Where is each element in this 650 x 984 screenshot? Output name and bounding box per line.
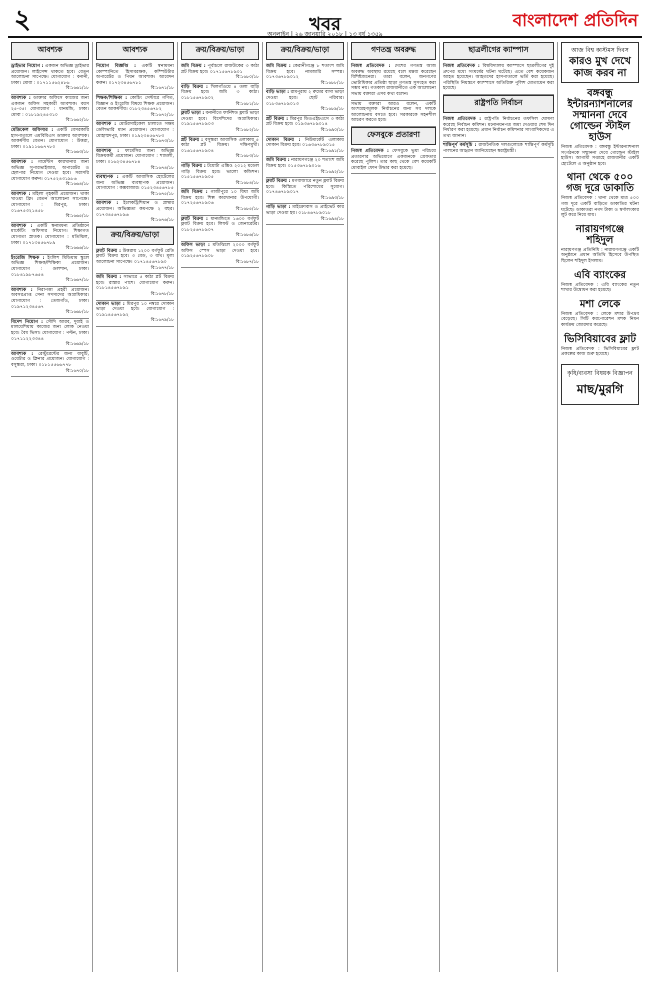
ad-lead: নিজস্ব প্রতিবেদক : xyxy=(443,116,482,122)
classified-ad xyxy=(96,174,174,200)
ad-lead: ফ্ল্যাট বিক্রয় : xyxy=(181,216,208,222)
ad-code: বি:১৬৮৬/১৮ xyxy=(235,233,259,239)
column-4 xyxy=(263,42,348,972)
ad-text: একটি আবাসিক হোটেলের জন্য অভিজ্ঞ ব্যবস্থাপক প্রয়োজন। যোগাযোগ : কক্সবাজার। ০১৫২৩৪৫৬৭৮৫ xyxy=(96,175,175,192)
ad-lead: আবশ্যক : xyxy=(11,191,31,197)
column-subheading: রাষ্ট্রপতি নির্বাচন xyxy=(443,95,554,113)
ad-text: মিরপুর ডিওএইচএসে ৩ কাঠা প্লট বিক্রয় হবে। ০১৯৩৬৭৮৯০১৪ xyxy=(266,116,345,128)
classified-ad xyxy=(181,216,259,242)
column-heading: ক্রয়/বিক্রয়/ভাড়া xyxy=(181,42,259,60)
ad-lead: জমি বিক্রয় : xyxy=(181,190,208,196)
classified-ad xyxy=(266,178,344,204)
column-3 xyxy=(178,42,263,972)
ad-lead: আবশ্যক : xyxy=(11,287,33,293)
ad-code: বি:১৬৯৩/১৮ xyxy=(320,195,344,201)
ad-text: ধানমন্ডিতে ১৬০০ বর্গফুট ফ্ল্যাট বিক্রয় হবে। লিফট ও জেনারেটর। ০১৮২৫৬৭৮৯০৭ xyxy=(181,216,259,233)
column-heading: গণতন্ত্র অবরুদ্ধ xyxy=(351,42,436,60)
ad-box-title: মাছ/মুরগি xyxy=(576,381,624,396)
ad-code: বি:১৬৮০/১৮ xyxy=(235,75,259,81)
classified-ad xyxy=(11,63,89,95)
ad-lead: আবশ্যক : xyxy=(11,351,34,357)
classified-ad xyxy=(11,287,89,319)
classified-ad xyxy=(266,116,344,137)
column-heading: ছাত্রলীগের ক্যাম্পাস xyxy=(443,42,554,60)
columns xyxy=(8,42,642,972)
classified-ad xyxy=(96,121,174,147)
ad-code: বি:১৬৮৭/১৮ xyxy=(235,259,259,265)
classified-ad xyxy=(11,159,89,191)
ad-lead: জমি বিক্রয় : xyxy=(266,158,290,164)
classified-ad xyxy=(11,127,89,159)
ad-lead: আবশ্যক : xyxy=(11,223,33,229)
classified-ad xyxy=(96,301,174,327)
classified-ad xyxy=(181,189,259,215)
ad-code: বি:১৬৬৮/১৮ xyxy=(65,310,89,316)
ad-text: নারায়ণগঞ্জে ২০ শতাংশ জমি বিক্রয় হবে। ০১৫৩৬৭৮৯০১৬ xyxy=(266,158,344,169)
classified-ad xyxy=(11,95,89,127)
ad-lead: আবশ্যক : xyxy=(11,95,31,101)
classified-ad xyxy=(266,157,344,178)
ad-lead: প্লট বিক্রয় : xyxy=(181,137,203,143)
classified-ad xyxy=(443,116,554,142)
ad-lead: নিয়োগ বিজ্ঞপ্তি : xyxy=(96,64,136,69)
column-heading: আবশ্যক xyxy=(11,42,89,60)
promo-headline: কারও মুখ দেখে কাজ করব না xyxy=(569,56,631,79)
ad-lead: মেডিকেল অফিসার : xyxy=(11,127,54,133)
ad-text: মোটরসাইকেল চালাতে সক্ষম ডেলিভারি ম্যান প্রয়োজন। যোগাযোগ : মোহাম্মদপুর, ঢাকা। ০১৯২৩৪৫৬৭৮৩ xyxy=(96,122,174,139)
ad-code: বি:১৬৭০/১৮ xyxy=(65,368,89,374)
page-number: ২ xyxy=(14,5,31,35)
classified-ad xyxy=(181,63,259,84)
ad-code: বি:১৬৭৫/১৮ xyxy=(150,191,174,197)
ad-text: রাষ্ট্রপতি নির্বাচনের তফসিল ঘোষণা করেছে নির্বাচন কমিশন। মনোনয়নপত্র জমা দেওয়ার শেষ দিন নির্ধারণ করা হয়েছে। প্রধান নির্বাচন কমিশনার সাংবাদিকদের এ তথ্য জানান। xyxy=(443,116,554,139)
classified-ad xyxy=(11,255,89,287)
dateline: অনলাইন | ২৬ জানুয়ারি ২০১৮ | ১৩ বর্ষ ১৩৫৯ xyxy=(267,31,383,38)
ad-text: বসুন্ধরা আবাসিক এলাকায় ৫ কাঠা প্লট বিক্রয়। দক্ষিণমুখী। ০১৬১৫৬৭৮৯০৪ xyxy=(181,137,259,154)
ad-text: মিরপুর ১০ নম্বরে দোকান ভাড়া দেওয়া হবে। যোগাযোগ : ০১৯১৪৫৬৭৮৯২ xyxy=(96,301,174,318)
ad-text: মহিলা গৃহকর্মী প্রয়োজন। থাকা খাওয়া ফ্রি। বেতন আলোচনা সাপেক্ষে। যোগাযোগ : মিরপুর, ঢাকা। ০১৬৭৫৩২১৪৫৮ xyxy=(11,191,89,214)
ad-code: বি:১৬৬৩/১৮ xyxy=(65,150,89,156)
classified-ad xyxy=(11,319,89,351)
ad-code: বি:১৬৯২/১৮ xyxy=(320,169,344,175)
ad-code: বি:১৬৮১/১৮ xyxy=(235,101,259,107)
column-subheading: ফেসবুকে প্রতারণা xyxy=(351,127,436,145)
ad-text: রামপুরায় ২ রুমের বাসা ভাড়া দেওয়া হবে। ছোট পরিবার। ০১৮৩৬৭৮৯০১৩ xyxy=(266,90,344,107)
ad-text: সৌদি আরব, দুবাই ও মালয়েশিয়ায় কাজের জন্য লোক নেওয়া হবে। বৈধ ভিসা। যোগাযোগ : পল্টন, ঢাকা। ০১৭১১২২৩৩৪৪ xyxy=(11,319,89,342)
classified-ad xyxy=(96,63,174,95)
ad-text: ডাক্তার অফিসে কাজের জন্য একজন অফিস সহকারী আবশ্যক। বয়স ২৫-৩৫। যোগাযোগ : ধানমন্ডি, ঢাকা। মোবা : ০১৮১৯২৪৫৩১০ xyxy=(11,95,89,118)
ad-code: বি:১৬৭৩/১৮ xyxy=(150,139,174,145)
ad-lead: জমি বিক্রয় : xyxy=(181,64,206,69)
column-6 xyxy=(440,42,558,972)
ad-text: মগবাজারে নতুন ফ্ল্যাট বিক্রয় হবে। কিস্তিতে পরিশোধের সুযোগ। ০১৭৪৬৭৮৯০১৭ xyxy=(266,179,344,196)
classified-ad xyxy=(181,110,259,136)
column-1 xyxy=(8,42,93,972)
ad-code: বি:১৬৬৬/১৮ xyxy=(65,246,89,252)
ad-code: বি:১৬৭৭/১৮ xyxy=(150,265,174,271)
ad-code: বি:১৬৮২/১৮ xyxy=(235,127,259,133)
ad-lead: ফ্ল্যাট বিক্রয় : xyxy=(266,179,291,185)
ad-code: বি:১৬৭৪/১৮ xyxy=(150,165,174,171)
ad-lead: ফ্ল্যাট বিক্রয় : xyxy=(96,248,121,254)
ad-text: দেশের গণতন্ত্র আজ অবরুদ্ধ অবস্থায় রয়েছে বলে মন্তব্য করেছেন বিশিষ্টজনেরা। তারা বলেন, জনগণের ভোটাধিকার প্রতিষ্ঠা ছাড়া গণতন্ত্র সুসংহত করা সম্ভব নয়। গতকাল রাজধানীতে এক আলোচনা সভায় বক্তারা এসব কথা বলেন। xyxy=(351,64,436,97)
ad-code: বি:১৬৬৭/১৮ xyxy=(65,278,89,284)
ad-text: একটি স্বনামধন্য প্রতিষ্ঠানে মার্কেটিং অফিসার নিয়োগ। শিক্ষাগত যোগ্যতা স্নাতক। যোগাযোগ : মতিঝিল, ঢাকা। ০১৭১৩৪৫৬৭৮৯ xyxy=(11,223,89,246)
ad-text: খিলগাঁওয়ে ৪ তলা বাড়ি বিক্রয় হবে। জমি ৩ কাঠা। ০১৮১৫৬৭৮৯০২ xyxy=(181,84,260,101)
classified-ad xyxy=(443,142,554,157)
ad-text: পূর্বাচলে রাজউকের ৩ কাঠা প্লট বিক্রয় হবে। ০১৭১৫৬৭৮৯০১ xyxy=(181,64,259,75)
ad-text: নিরাপত্তা প্রহরী প্রয়োজন। অবসরপ্রাপ্ত সেনা সদস্যদের অগ্রাধিকার। যোগাযোগ : তেজগাঁও, ঢাকা। ০১৯৭১২৩৪৫৬৭ xyxy=(11,287,89,310)
ad-code: বি:১৬৭২/১৮ xyxy=(150,112,174,118)
ad-code: বি:১৬৭৬/১৮ xyxy=(150,218,174,224)
ad-text: ইলেকট্রিশিয়ান ও প্লাম্বার প্রয়োজন। অভিজ্ঞতা কমপক্ষে ২ বছর। ০১৭৩৪৫৬৭৮৯৬ xyxy=(96,201,174,218)
classified-ad xyxy=(351,101,436,127)
classified-ad xyxy=(266,89,344,115)
classified-ad xyxy=(443,63,554,95)
classified-ad xyxy=(96,274,174,300)
ad-code: বি:১৬৭৮/১৮ xyxy=(150,292,174,297)
story-title: বঙ্গবন্ধু ইন্টারন্যাশনালের সম্মাননা দেবে গোল্ডেন স্টাইল হাউস xyxy=(567,88,633,143)
ad-code: বি:১৬৬৯/১৮ xyxy=(65,342,89,348)
ad-text: একজন অভিজ্ঞ ড্রাইভার প্রয়োজন। লাইসেন্স থাকতে হবে। বেতন আলোচনা সাপেক্ষে। যোগাযোগ : বনানী, ঢাকা। মোবা : ০১৭১১৫৬২৪৮৬ xyxy=(11,64,90,86)
column-5 xyxy=(348,42,440,972)
story-title: নারায়ণগঞ্জে শহিদুল xyxy=(575,223,625,246)
ad-text: মাইক্রোবাস ও প্রাইভেট কার ভাড়া দেওয়া হয়। ০১৮৪৬৭৮৯০১৮ xyxy=(266,205,344,217)
classified-ad xyxy=(181,137,259,163)
classified-ad xyxy=(266,137,344,158)
ad-lead: গাড়ি বিক্রয় : xyxy=(181,163,206,169)
classified-ad xyxy=(181,163,259,189)
classified-ad xyxy=(96,95,174,121)
ad-code: বি:১৬৭৯/১৮ xyxy=(150,318,174,324)
ad-text: ফেসবুকে ভুয়া পরিচয়ে প্রতারণার অভিযোগে একজনকে গ্রেফতার করেছে পুলিশ। তার কাছ থেকে বেশ কয়েকটি মোবাইল ফোন উদ্ধার করা হয়েছে। xyxy=(351,148,436,171)
brand-logo: বাংলাদেশ প্রতিদিন xyxy=(512,11,638,31)
ad-text: সাভারে ৫ কাঠা প্লট বিক্রয় হবে। রাস্তার পাশে। যোগাযোগ করুন। ০১৮১৪৫৬৭৮৯১ xyxy=(96,275,174,292)
ad-text: বনানীতে ফার্নিশড ফ্ল্যাট ভাড়া দেওয়া হবে। বিদেশিদের অগ্রাধিকার। ০১৯১৫৬৭৮৯০৩ xyxy=(181,111,260,128)
story-body: নিজস্ব প্রতিবেদক : ভিসিবিয়াবের ফ্লাট প্রকল্পের কাজ শুরু হয়েছে। xyxy=(561,346,639,358)
ad-lead: নিজস্ব প্রতিবেদক : xyxy=(443,64,480,69)
story-title: ভিসিবিয়াবের ফ্লাট xyxy=(564,333,636,345)
column-subheading: ক্রয়/বিক্রয়/ভাড়া xyxy=(96,227,174,245)
ad-lead: জমি বিক্রয় : xyxy=(96,275,122,281)
ad-box xyxy=(561,364,639,405)
ad-lead: অফিস ভাড়া : xyxy=(181,243,210,249)
ad-lead: আবশ্যক : xyxy=(96,201,119,207)
right-news-column xyxy=(558,42,642,972)
story-body: নিজস্ব প্রতিবেদক : থানা থেকে মাত্র ৫০০ গজ দূরে একটি বাড়িতে ডাকাতির ঘটনা ঘটেছে। ডাকাতরা নগদ টাকা ও স্বর্ণালংকার লুট করে নিয়ে যায়। xyxy=(561,196,639,219)
promo-box xyxy=(561,42,639,83)
ad-text: কোচিং সেন্টারে গণিত, বিজ্ঞান ও ইংরেজি বিষয়ে শিক্ষক প্রয়োজন। বেতন আকর্ষণীয়। ০১৮২৩৪৫৬৭৮২ xyxy=(96,95,174,113)
ad-lead: আবশ্যক : xyxy=(96,148,120,154)
ad-lead: নিজস্ব প্রতিবেদক : xyxy=(351,148,389,154)
classified-ad xyxy=(11,191,89,223)
ad-text: নিউমার্কেট এলাকায় দোকান বিক্রয় হবে। ০১৬৩৬৭৮৯০১৫ xyxy=(266,137,344,149)
column-heading: ক্রয়/বিক্রয়/ভাড়া xyxy=(266,42,344,60)
ad-text: উত্তরায় ১২০০ বর্গফুট রেডি ফ্ল্যাট বিক্রয় হবে। ৩ বেড, ৩ বাথ। মূল্য আলোচনা সাপেক্ষে। ০১৭১৪৫৬৭৮৯০ xyxy=(96,248,174,266)
ad-code: বি:১৬৬৪/১৮ xyxy=(65,182,89,188)
ad-text: ফার্মেসির জন্য অভিজ্ঞ বিক্রয়কর্মী প্রয়োজন। যোগাযোগ : শ্যামলী, ঢাকা। ০১৬২৩৪৫৬৭৮৪ xyxy=(96,148,174,165)
ad-text: রাজনৈতিক দলগুলোকে শান্তিপূর্ণ কর্মসূচি পালনের আহ্বান জানিয়েছেন স্বরাষ্ট্রমন্ত্রী। xyxy=(443,143,554,154)
ad-code: বি:১৬৮৩/১৮ xyxy=(235,154,259,160)
ad-lead: আবশ্যক : xyxy=(11,159,33,165)
story-title: থানা থেকে ৫০০ গজ দূরে ডাকাতি xyxy=(566,172,634,195)
ad-code: বি:১৬৮৫/১৮ xyxy=(235,207,259,213)
column-heading: আবশ্যক xyxy=(96,42,174,60)
ad-lead: ফ্ল্যাট ভাড়া : xyxy=(181,111,205,117)
ad-text: রেস্টুরেন্টের জন্য বাবুর্চি, ওয়েটার ও ক্লিনার প্রয়োজন। যোগাযোগ : বসুন্ধরা, ঢাকা। ০১৮১৫৫৬৬৭৭৮ xyxy=(11,351,89,368)
ad-code: বি:১৬৭১/১৮ xyxy=(150,86,174,92)
ad-text: গার্মেন্টস কারখানার জন্য অভিজ্ঞ সুপারভাইজার, অপারেটর ও হেলপার নিয়োগ দেওয়া হবে। সরাসরি যোগাযোগ করুন। ০১৭৫২৪৩১৯৮৬ xyxy=(11,159,89,182)
story-body: নিজস্ব প্রতিবেদক : বঙ্গবন্ধু ইন্টারন্যাশনাল সংগঠনকে সম্মাননা দেবে গোল্ডেন স্টাইল হাউস। আগামী সপ্তাহে রাজধানীর একটি হোটেলে এ অনুষ্ঠান হবে। xyxy=(561,145,639,167)
ad-code: বি:১৬৬১/১৮ xyxy=(65,86,89,92)
ad-lead: ড্রাইভার নিয়োগ : xyxy=(11,64,44,69)
ad-lead: শিক্ষক/শিক্ষিকা : xyxy=(96,95,128,101)
classified-ad xyxy=(181,242,259,268)
ad-text: গাজীপুরে ১০ বিঘা জমি বিক্রয় হবে। শিল্প কারখানার উপযোগী। ০১৭২৫৬৭৮৯০৬ xyxy=(181,190,259,207)
story-body: নারায়ণগঞ্জ প্রতিনিধি : নারায়ণগঞ্জে একটি অনুষ্ঠানে প্রধান অতিথি হিসেবে উপস্থিত ছিলেন শহিদুল ইসলাম। xyxy=(561,247,639,264)
ad-text: বিশ্ববিদ্যালয় ক্যাম্পাসে ছাত্রলীগের দুই গ্রুপের মধ্যে সংঘর্ষের ঘটনা ঘটেছে। এতে বেশ কয়েকজন আহত হয়েছেন। আহতদের হাসপাতালে ভর্তি করা হয়েছে। পরিস্থিতি নিয়ন্ত্রণে ক্যাম্পাসে অতিরিক্ত পুলিশ মোতায়েন করা হয়েছে। xyxy=(443,64,554,92)
ad-text: মতিঝিলে ২০০০ বর্গফুট অফিস স্পেস ভাড়া দেওয়া হবে। ০১৯২৫৬৭৮৯০৮ xyxy=(181,243,259,260)
ad-lead: গাড়ি ভাড়া : xyxy=(266,205,291,211)
classified-ad xyxy=(96,148,174,174)
ad-text: একটি স্বনামধন্য কোম্পানিতে হিসাবরক্ষক, কম্পিউটার অপারেটর ও পিয়ন আবশ্যক। আবেদন করুন। ০১৭২৩৪৫৬৭৮১ xyxy=(96,64,174,86)
ad-code: বি:১৬৯০/১৮ xyxy=(320,127,344,133)
ad-lead: ইংরেজি শিক্ষক : xyxy=(11,255,45,261)
classified-ad xyxy=(96,248,174,274)
ad-code: বি:১৬৯৪/১৮ xyxy=(320,216,344,222)
story-title: এবি ব্যাংকের xyxy=(574,269,626,281)
ad-text: একটি বেসরকারি হাসপাতালে এমবিবিএস ডাক্তার আবশ্যক। আকর্ষণীয় বেতন। যোগাযোগ : উত্তরা, ঢাকা। ০১৯১১৬৬৭৭৮০ xyxy=(11,127,89,150)
masthead xyxy=(8,6,642,38)
section-title: খবর xyxy=(309,14,341,35)
story-body: নিজস্ব প্রতিবেদক : এবি ব্যাংকের নতুন শাখার উদ্বোধন করা হয়েছে। xyxy=(561,282,639,294)
classified-ad xyxy=(11,223,89,255)
ad-code: বি:১৬৮৪/১৮ xyxy=(235,180,259,186)
ad-code: বি:১৬৬২/১৮ xyxy=(65,118,89,124)
ad-lead: জমি বিক্রয় : xyxy=(266,64,291,69)
classified-ad xyxy=(351,148,436,174)
ad-lead: বাড়ি ভাড়া : xyxy=(266,90,290,96)
ad-lead: বিদেশ নিয়োগ : xyxy=(11,319,43,325)
ad-lead: ব্যবস্থাপক : xyxy=(96,175,119,181)
ad-code: বি:১৬৯১/১৮ xyxy=(320,148,344,154)
classified-ad xyxy=(181,84,259,110)
ad-lead: শান্তিপূর্ণ কর্মসূচি : xyxy=(443,143,477,149)
ad-code: বি:১৬৮৮/১৮ xyxy=(320,80,344,86)
ad-text: ইংলিশ মিডিয়াম স্কুলে অভিজ্ঞ শিক্ষক/শিক্ষিকা প্রয়োজন। যোগাযোগ : গুলশান, ঢাকা। ০১৮৪১৯৮৭৬৫৪ xyxy=(11,255,89,278)
classified-ad xyxy=(11,351,89,377)
story-title: মশা লেকে xyxy=(579,298,621,310)
ad-text: টয়োটা এক্সিও ২০১২ মডেল গাড়ি বিক্রয় হবে। ভালো কন্ডিশন। ০১৫১৫৬৭৮৯০৫ xyxy=(181,163,260,181)
ad-lead: দোকান বিক্রয় : xyxy=(266,137,301,143)
ad-text: সভায় বক্তারা আরও বলেন, একটি অংশগ্রহণমূলক নির্বাচনের জন্য সব দলকে আলোচনায় বসতে হবে। সরকারকে সহনশীল আচরণ করতে হবে। xyxy=(351,101,436,124)
ad-lead: দোকান ভাড়া : xyxy=(96,301,125,307)
classified-ad xyxy=(351,63,436,101)
ad-box-subtitle: কৃষি/ব্যবসা বিষয়ক বিজ্ঞাপন xyxy=(567,369,633,377)
classified-ad xyxy=(266,63,344,89)
classified-ad xyxy=(96,200,174,226)
classified-ad xyxy=(266,204,344,225)
promo-subtitle: আজ বিশ্ব কাস্টমস দিবস xyxy=(571,47,629,54)
ad-lead: নিজস্ব প্রতিবেদক : xyxy=(351,64,391,69)
ad-lead: বাড়ি বিক্রয় : xyxy=(181,84,208,90)
ad-lead: আবশ্যক : xyxy=(96,122,117,128)
ad-code: বি:১৬৮৯/১৮ xyxy=(320,107,344,113)
ad-code: বি:১৬৬৫/১৮ xyxy=(65,214,89,220)
ad-lead: প্লট বিক্রয় : xyxy=(266,116,289,122)
story-body: নিজস্ব প্রতিবেদক : লেকে মশার উপদ্রব বেড়েছে। সিটি করপোরেশন মশক নিধন কার্যক্রম জোরদার করেছে। xyxy=(561,311,639,328)
ad-text: কেরানীগঞ্জে ৮ শতাংশ জমি বিক্রয় হবে। নামজারি সম্পন্ন। ০১৭৩৬৭৮৯০১২ xyxy=(266,64,344,81)
column-2 xyxy=(93,42,178,972)
